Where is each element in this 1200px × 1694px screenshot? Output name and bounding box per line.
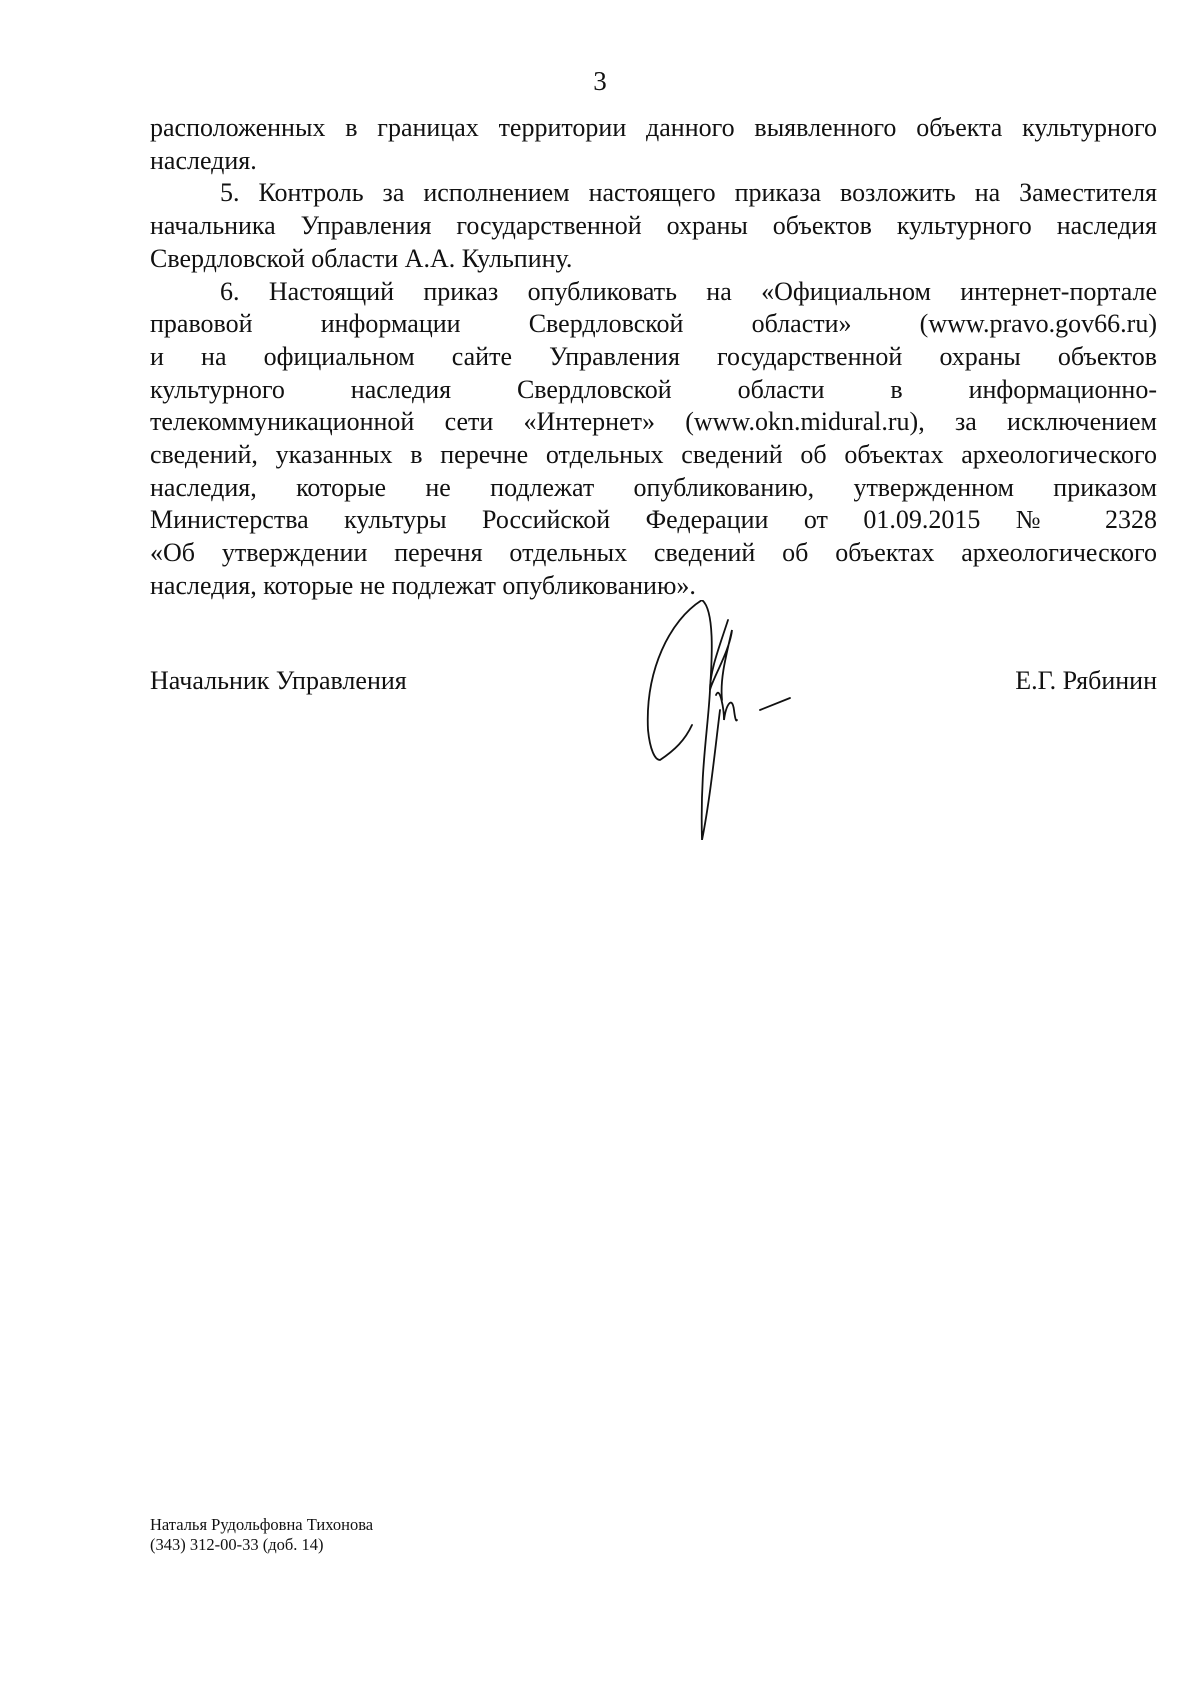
text-line: Свердловской области А.А. Кульпину. [150, 243, 573, 273]
text-line: начальника Управления государственной охраны объектов культурного наследия [150, 211, 1157, 241]
text-line: расположенных в границах территории данного выявленного объекта культурного [150, 113, 1157, 142]
paragraph-continuation [150, 112, 1157, 177]
contact-footer [150, 1515, 373, 1555]
paragraph-item-5 [150, 177, 1157, 275]
signatory-name: Е.Г. Рябинин [1015, 666, 1157, 695]
text-line: телекоммуникационной сети «Интернет» (www.okn.midural.ru), за исключением [150, 407, 1157, 437]
handwritten-signature [640, 600, 870, 840]
text-line: культурного наследия Свердловской области в информационно- [150, 374, 1157, 404]
text-line: 6. Настоящий приказ опубликовать на «Официальном интернет-портале [220, 276, 1157, 306]
text-line: Министерства культуры Российской Федерации от 01.09.2015 № 2328 [150, 505, 1157, 535]
text-line: «Об утверждении перечня отдельных сведений об объектах археологического [150, 538, 1157, 568]
text-line: сведений, указанных в перечне отдельных сведений об объектах археологического [150, 440, 1157, 470]
text-line: 5. Контроль за исполнением настоящего приказа возложить на Заместителя [220, 178, 1157, 208]
page-number: 3 [593, 66, 607, 96]
text-line: и на официальном сайте Управления государственной охраны объектов [150, 341, 1157, 371]
contact-name: Наталья Рудольфовна Тихонова [150, 1515, 374, 1534]
signatory-title: Начальник Управления [150, 666, 407, 695]
text-line: наследия, которые не подлежат опубликованию, утвержденном приказом [150, 472, 1157, 502]
text-line: наследия, которые не подлежат опубликованию». [150, 570, 696, 600]
contact-phone: (343) 312-00-33 (доб. 14) [150, 1535, 324, 1554]
paragraph-item-6 [150, 276, 1157, 603]
document-body [150, 112, 1157, 603]
text-line: наследия. [150, 145, 257, 175]
text-line: правовой информации Свердловской области» (www.pravo.gov66.ru) [150, 309, 1157, 339]
